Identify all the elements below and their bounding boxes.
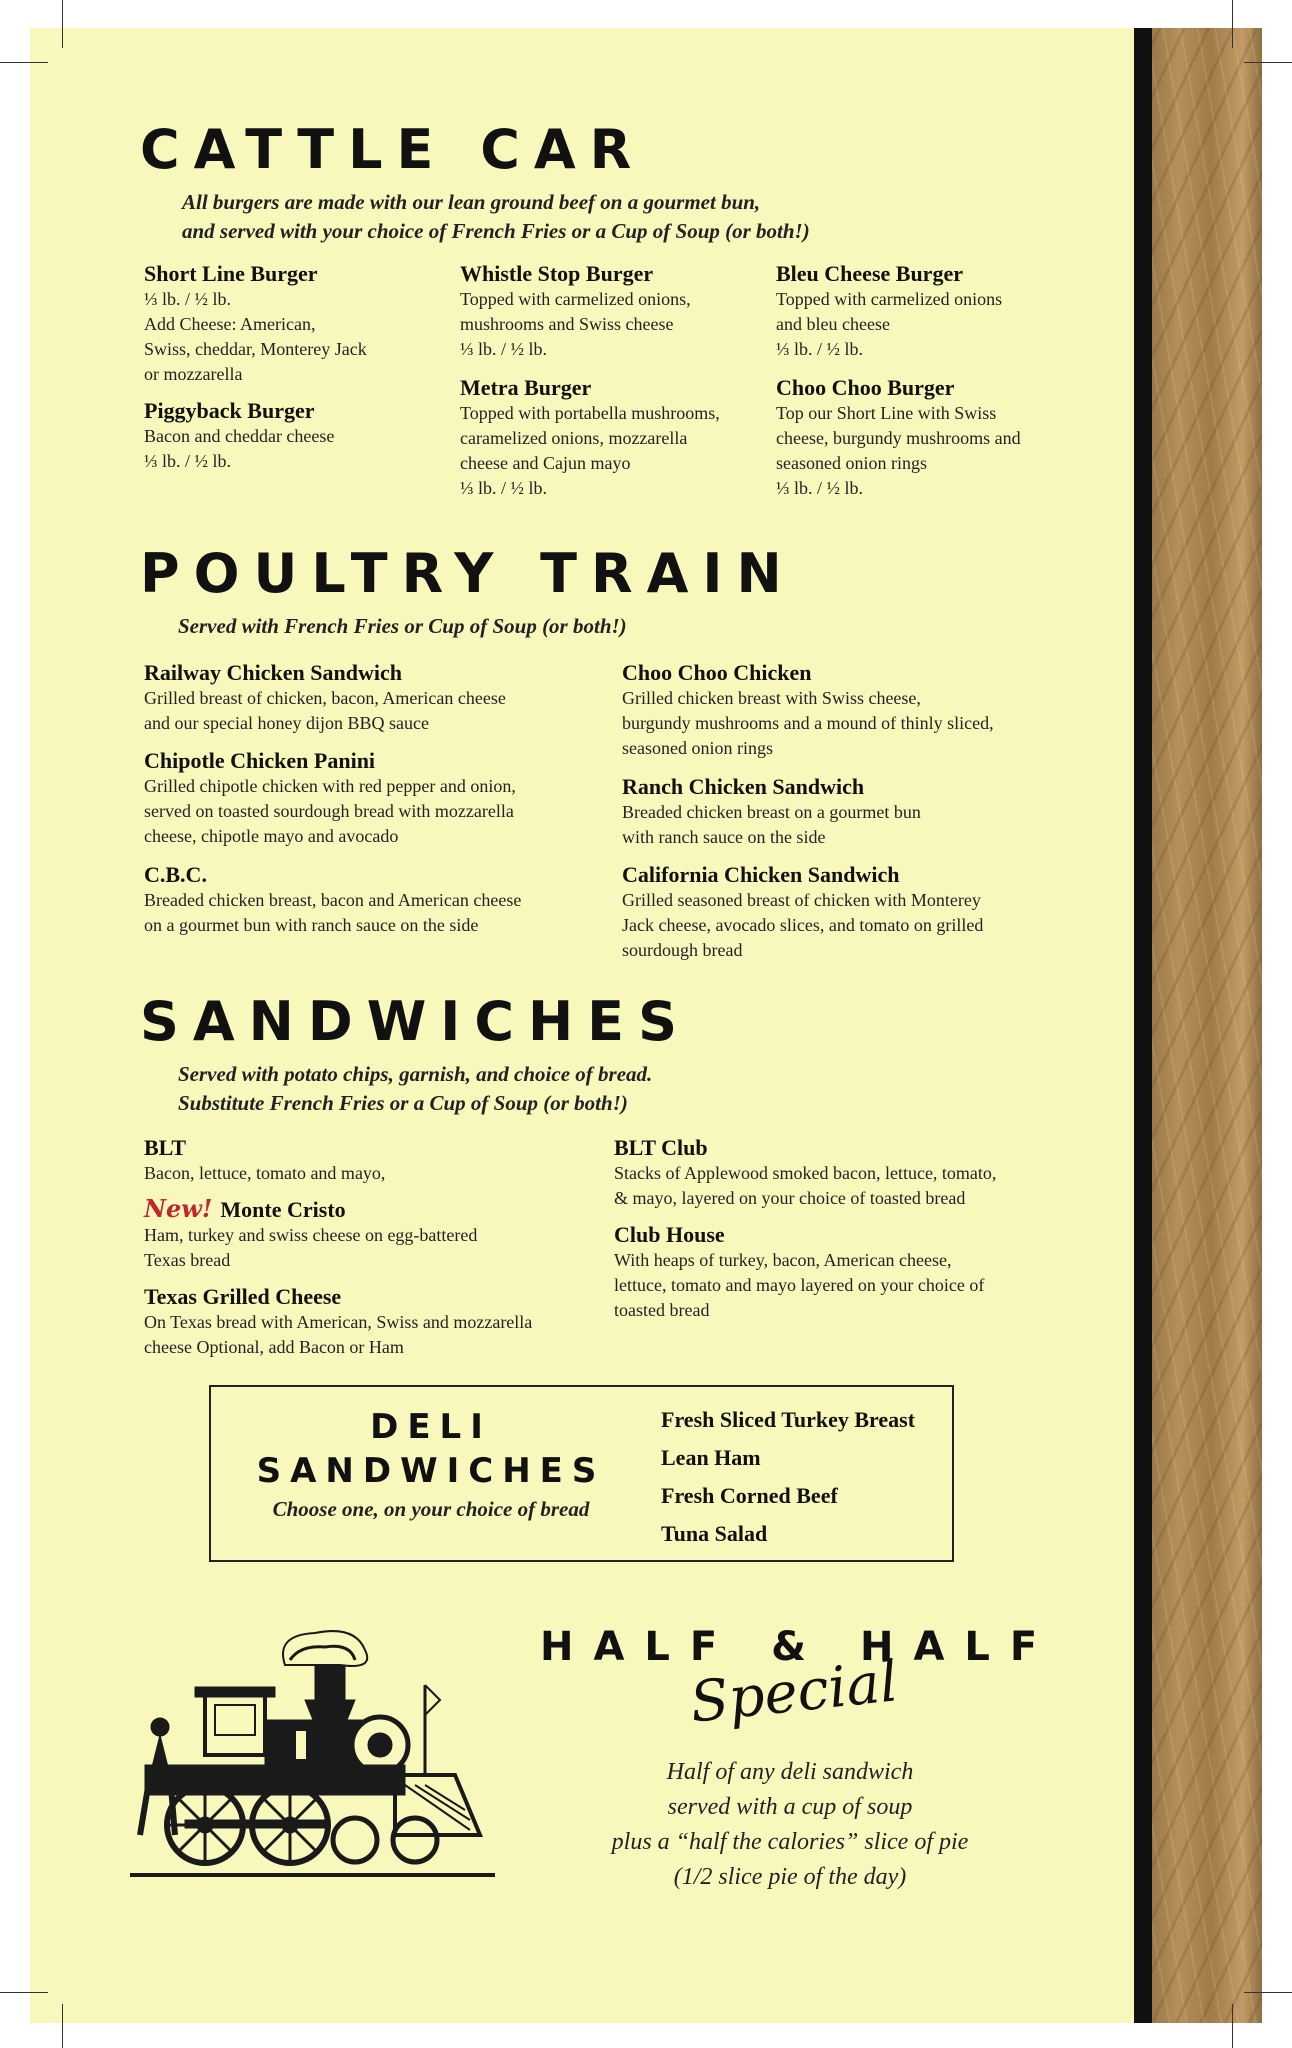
deli-option: Fresh Sliced Turkey Breast: [661, 1407, 916, 1432]
half-half-desc-line: served with a cup of soup: [667, 1794, 913, 1820]
item-desc-line: With heaps of turkey, bacon, American cheese,: [614, 1250, 952, 1270]
item-desc-line: served on toasted sourdough bread with mozzarella: [144, 801, 514, 821]
item-desc-line: ⅓ lb. / ½ lb.: [144, 289, 232, 309]
menu-item-whistle-stop-burger: [460, 261, 770, 362]
item-desc-line: Topped with carmelized onions,: [460, 289, 691, 309]
deli-option: Tuna Salad: [661, 1521, 768, 1546]
menu-item-metra-burger: [460, 375, 770, 501]
menu-item-club-house: [614, 1222, 1094, 1323]
item-name: Piggyback Burger: [144, 398, 315, 423]
cattle-car-intro-line: and served with your choice of French Fries or a Cup of Soup (or both!): [182, 219, 810, 243]
item-name: Choo Choo Chicken: [622, 660, 812, 685]
menu-item-blt-club: [614, 1135, 1094, 1211]
half-half-desc-line: plus a “half the calories” slice of pie: [611, 1829, 969, 1855]
item-desc-line: On Texas bread with American, Swiss and mozzarella: [144, 1312, 533, 1332]
sandwiches-intro-line: Served with potato chips, garnish, and choice of bread.: [178, 1062, 653, 1086]
menu-item-bleu-cheese-burger: [776, 261, 1076, 362]
item-desc-line: or mozzarella: [144, 364, 243, 384]
menu-item-short-line-burger: [144, 261, 444, 387]
menu-item-california-chicken-sandwich: [622, 862, 1092, 963]
sandwiches-intro: [178, 1060, 652, 1118]
item-desc-line: ⅓ lb. / ½ lb.: [144, 451, 232, 471]
item-desc-line: and bleu cheese: [776, 314, 890, 334]
menu-item-chipotle-chicken-panini: [144, 748, 604, 849]
item-desc-line: mushrooms and Swiss cheese: [460, 314, 674, 334]
menu-item-texas-grilled-cheese: [144, 1284, 604, 1360]
deli-sandwiches-box: [209, 1385, 954, 1562]
item-desc-line: & mayo, layered on your choice of toasted bread: [614, 1188, 966, 1208]
item-desc-line: Topped with carmelized onions: [776, 289, 1003, 309]
crop-mark: [1232, 2004, 1233, 2048]
item-name: C.B.C.: [144, 862, 207, 887]
item-desc-line: seasoned onion rings: [776, 453, 927, 473]
cattle-car-intro-line: All burgers are made with our lean ground beef on a gourmet bun,: [182, 190, 761, 214]
item-desc-line: toasted bread: [614, 1300, 710, 1320]
crop-mark: [62, 2004, 63, 2048]
item-desc-line: lettuce, tomato and mayo layered on your choice of: [614, 1275, 985, 1295]
item-name: Monte Cristo: [220, 1197, 346, 1222]
item-desc-line: Grilled chicken breast with Swiss cheese,: [622, 688, 921, 708]
half-half-special-script: Special: [687, 1649, 901, 1736]
item-name: Texas Grilled Cheese: [144, 1284, 342, 1309]
item-name: Railway Chicken Sandwich: [144, 660, 402, 685]
item-desc-line: with ranch sauce on the side: [622, 827, 826, 847]
item-name: Bleu Cheese Burger: [776, 261, 963, 286]
menu-item-choo-choo-burger: [776, 375, 1076, 501]
crop-mark: [0, 62, 48, 63]
crop-mark: [62, 0, 63, 48]
item-desc-line: Swiss, cheddar, Monterey Jack: [144, 339, 367, 359]
item-desc-line: ⅓ lb. / ½ lb.: [776, 478, 864, 498]
item-desc-line: on a gourmet bun with ranch sauce on the side: [144, 915, 479, 935]
item-name-row: [144, 1196, 604, 1223]
item-name: Short Line Burger: [144, 261, 318, 286]
item-name: Ranch Chicken Sandwich: [622, 774, 865, 799]
crop-mark: [1244, 1992, 1292, 1993]
half-half-desc-line: Half of any deli sandwich: [666, 1759, 914, 1785]
item-name: Club House: [614, 1222, 725, 1247]
item-name: California Chicken Sandwich: [622, 862, 900, 887]
wood-border: [1134, 28, 1262, 2023]
menu-item-monte-cristo: [144, 1196, 604, 1273]
item-desc-line: Grilled seasoned breast of chicken with Monterey: [622, 890, 981, 910]
item-desc-line: Breaded chicken breast, bacon and American cheese: [144, 890, 522, 910]
deli-option: Fresh Corned Beef: [661, 1483, 838, 1508]
item-desc-line: burgundy mushrooms and a mound of thinly sliced,: [622, 713, 994, 733]
deli-title-line: SANDWICHES: [256, 1451, 606, 1491]
crop-mark: [0, 1992, 48, 1993]
new-badge: New!: [144, 1194, 213, 1223]
cattle-car-intro: [182, 188, 810, 246]
item-desc-line: ⅓ lb. / ½ lb.: [460, 478, 548, 498]
menu-item-railway-chicken-sandwich: [144, 660, 604, 736]
deli-options-list: [661, 1401, 915, 1553]
item-desc-line: cheese, burgundy mushrooms and: [776, 428, 1021, 448]
item-name: BLT: [144, 1135, 187, 1160]
item-desc-line: Topped with portabella mushrooms,: [460, 403, 720, 423]
item-desc-line: seasoned onion rings: [622, 738, 773, 758]
item-desc-line: cheese and Cajun mayo: [460, 453, 631, 473]
deli-option: Lean Ham: [661, 1445, 761, 1470]
crop-mark: [1232, 0, 1233, 48]
item-desc-line: Stacks of Applewood smoked bacon, lettuce, tomato,: [614, 1163, 997, 1183]
item-desc-line: Grilled breast of chicken, bacon, American cheese: [144, 688, 506, 708]
half-half-title: HALF & HALF: [540, 1624, 1058, 1670]
sandwiches-intro-line: Substitute French Fries or a Cup of Soup (or both!): [178, 1091, 628, 1115]
crop-mark: [1244, 62, 1292, 63]
item-name: Choo Choo Burger: [776, 375, 955, 400]
poultry-train-title: POULTRY TRAIN: [140, 542, 796, 605]
item-desc-line: ⅓ lb. / ½ lb.: [460, 339, 548, 359]
menu-item-piggyback-burger: [144, 398, 444, 474]
cattle-car-title: CATTLE CAR: [140, 118, 646, 181]
sandwiches-title: SANDWICHES: [140, 990, 691, 1053]
item-desc-line: sourdough bread: [622, 940, 743, 960]
item-desc-line: Texas bread: [144, 1250, 231, 1270]
half-half-desc-line: (1/2 slice pie of the day): [673, 1864, 907, 1890]
item-desc-line: Top our Short Line with Swiss: [776, 403, 997, 423]
half-half-description: [560, 1755, 1020, 1895]
item-desc-line: caramelized onions, mozzarella: [460, 428, 688, 448]
item-desc-line: Breaded chicken breast on a gourmet bun: [622, 802, 921, 822]
item-desc-line: Grilled chipotle chicken with red pepper and onion,: [144, 776, 516, 796]
item-desc-line: and our special honey dijon BBQ sauce: [144, 713, 429, 733]
item-desc-line: cheese, chipotle mayo and avocado: [144, 826, 399, 846]
menu-item-cbc: [144, 862, 604, 938]
item-name: Chipotle Chicken Panini: [144, 748, 376, 773]
item-desc-line: Ham, turkey and swiss cheese on egg-battered: [144, 1225, 478, 1245]
deli-subtitle: Choose one, on your choice of bread: [272, 1497, 590, 1521]
menu-item-choo-choo-chicken: [622, 660, 1092, 761]
item-name: Metra Burger: [460, 375, 592, 400]
black-divider-bar: [1134, 28, 1152, 2023]
item-desc-line: ⅓ lb. / ½ lb.: [776, 339, 864, 359]
menu-item-ranch-chicken-sandwich: [622, 774, 1092, 850]
menu-item-blt: [144, 1135, 604, 1186]
item-desc-line: Add Cheese: American,: [144, 314, 316, 334]
item-desc-line: Jack cheese, avocado slices, and tomato on grilled: [622, 915, 984, 935]
poultry-train-intro: Served with French Fries or Cup of Soup (or both!): [178, 614, 627, 638]
item-desc-line: Bacon, lettuce, tomato and mayo,: [144, 1163, 386, 1183]
item-desc-line: Bacon and cheddar cheese: [144, 426, 335, 446]
item-name: Whistle Stop Burger: [460, 261, 654, 286]
item-desc-line: cheese Optional, add Bacon or Ham: [144, 1337, 404, 1357]
deli-title-line: DELI: [370, 1407, 492, 1447]
item-name: BLT Club: [614, 1135, 708, 1160]
train-illustration: [125, 1625, 500, 1890]
